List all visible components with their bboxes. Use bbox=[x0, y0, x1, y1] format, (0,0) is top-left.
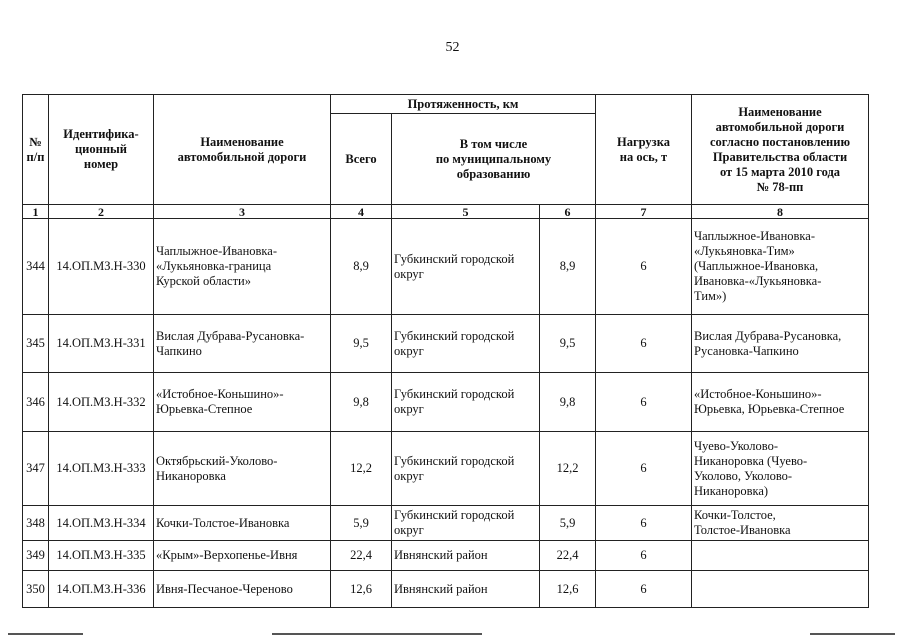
column-number: 5 bbox=[392, 205, 540, 219]
table-body bbox=[23, 219, 869, 608]
column-number: 8 bbox=[692, 205, 869, 219]
cell-road-name: Вислая Дубрава-Русановка- Чапкино bbox=[154, 315, 331, 373]
cell-id: 14.ОП.МЗ.Н-330 bbox=[49, 219, 154, 315]
cell-municipality: Губкинский городской округ bbox=[392, 373, 540, 432]
table-row bbox=[23, 315, 869, 373]
header-length-group: Протяженность, км bbox=[331, 95, 596, 114]
cell-decree-name bbox=[692, 571, 869, 608]
cell-road-name: Чаплыжное-Ивановка- «Лукьяновка-граница Курской области» bbox=[154, 219, 331, 315]
header-num: № п/п bbox=[23, 95, 49, 205]
cell-decree-name: Чаплыжное-Ивановка- «Лукьяновка-Тим» (Чаплыжное-Ивановка, Ивановка-«Лукьяновка- Тим») bbox=[692, 219, 869, 315]
cell-municipality: Ивнянский район bbox=[392, 571, 540, 608]
cell-id: 14.ОП.МЗ.Н-334 bbox=[49, 506, 154, 541]
page-number: 52 bbox=[445, 40, 460, 55]
cell-id: 14.ОП.МЗ.Н-332 bbox=[49, 373, 154, 432]
column-number: 3 bbox=[154, 205, 331, 219]
table-row bbox=[23, 541, 869, 571]
roads-table bbox=[22, 94, 869, 608]
cell-municipality: Губкинский городской округ bbox=[392, 432, 540, 506]
cell-municipal-km: 9,8 bbox=[540, 373, 596, 432]
column-number: 4 bbox=[331, 205, 392, 219]
header-name: Наименование автомобильной дороги bbox=[154, 95, 331, 205]
cell-municipality: Губкинский городской округ bbox=[392, 219, 540, 315]
cell-id: 14.ОП.МЗ.Н-331 bbox=[49, 315, 154, 373]
cell-municipality: Губкинский городской округ bbox=[392, 315, 540, 373]
table-row bbox=[23, 506, 869, 541]
cell-axle-load: 6 bbox=[596, 541, 692, 571]
cell-axle-load: 6 bbox=[596, 315, 692, 373]
cell-num: 349 bbox=[23, 541, 49, 571]
cell-municipality: Ивнянский район bbox=[392, 541, 540, 571]
column-numbers-row bbox=[23, 205, 869, 219]
cell-decree-name: Вислая Дубрава-Русановка, Русановка-Чапкино bbox=[692, 315, 869, 373]
footer-line bbox=[8, 633, 83, 635]
cell-road-name: «Крым»-Верхопенье-Ивня bbox=[154, 541, 331, 571]
cell-road-name: «Истобное-Коньшино»- Юрьевка-Степное bbox=[154, 373, 331, 432]
cell-road-name: Кочки-Толстое-Ивановка bbox=[154, 506, 331, 541]
cell-decree-name: Кочки-Толстое, Толстое-Ивановка bbox=[692, 506, 869, 541]
cell-num: 350 bbox=[23, 571, 49, 608]
cell-num: 345 bbox=[23, 315, 49, 373]
column-number: 1 bbox=[23, 205, 49, 219]
cell-municipal-km: 9,5 bbox=[540, 315, 596, 373]
table-row bbox=[23, 219, 869, 315]
cell-num: 347 bbox=[23, 432, 49, 506]
cell-num: 346 bbox=[23, 373, 49, 432]
cell-total-km: 8,9 bbox=[331, 219, 392, 315]
cell-num: 348 bbox=[23, 506, 49, 541]
column-number: 2 bbox=[49, 205, 154, 219]
cell-municipal-km: 22,4 bbox=[540, 541, 596, 571]
cell-decree-name: «Истобное-Коньшино»- Юрьевка, Юрьевка-Степное bbox=[692, 373, 869, 432]
cell-municipal-km: 12,6 bbox=[540, 571, 596, 608]
header-municipal: В том числе по муниципальному образованию bbox=[392, 114, 596, 205]
cell-total-km: 5,9 bbox=[331, 506, 392, 541]
cell-road-name: Октябрьский-Уколово- Никаноровка bbox=[154, 432, 331, 506]
footer-line bbox=[272, 633, 482, 635]
column-number: 6 bbox=[540, 205, 596, 219]
header-id: Идентифика- ционный номер bbox=[49, 95, 154, 205]
cell-total-km: 22,4 bbox=[331, 541, 392, 571]
cell-axle-load: 6 bbox=[596, 432, 692, 506]
cell-road-name: Ивня-Песчаное-Череново bbox=[154, 571, 331, 608]
cell-total-km: 12,2 bbox=[331, 432, 392, 506]
table-row bbox=[23, 432, 869, 506]
table-row bbox=[23, 571, 869, 608]
cell-municipal-km: 12,2 bbox=[540, 432, 596, 506]
cell-axle-load: 6 bbox=[596, 373, 692, 432]
table-row bbox=[23, 373, 869, 432]
cell-axle-load: 6 bbox=[596, 571, 692, 608]
cell-total-km: 9,5 bbox=[331, 315, 392, 373]
cell-id: 14.ОП.МЗ.Н-336 bbox=[49, 571, 154, 608]
header-load: Нагрузка на ось, т bbox=[596, 95, 692, 205]
header-decree: Наименование автомобильной дороги согласно постановлению Правительства области от 15 марта 2010 года № 78-пп bbox=[692, 95, 869, 205]
cell-axle-load: 6 bbox=[596, 219, 692, 315]
cell-decree-name: Чуево-Уколово- Никаноровка (Чуево- Уколово, Уколово- Никаноровка) bbox=[692, 432, 869, 506]
cell-id: 14.ОП.МЗ.Н-335 bbox=[49, 541, 154, 571]
cell-total-km: 9,8 bbox=[331, 373, 392, 432]
footer-line bbox=[810, 633, 895, 635]
cell-municipality: Губкинский городской округ bbox=[392, 506, 540, 541]
cell-num: 344 bbox=[23, 219, 49, 315]
header-total: Всего bbox=[331, 114, 392, 205]
cell-axle-load: 6 bbox=[596, 506, 692, 541]
table-header bbox=[23, 95, 869, 219]
cell-total-km: 12,6 bbox=[331, 571, 392, 608]
cell-id: 14.ОП.МЗ.Н-333 bbox=[49, 432, 154, 506]
cell-municipal-km: 8,9 bbox=[540, 219, 596, 315]
cell-municipal-km: 5,9 bbox=[540, 506, 596, 541]
column-number: 7 bbox=[596, 205, 692, 219]
cell-decree-name bbox=[692, 541, 869, 571]
